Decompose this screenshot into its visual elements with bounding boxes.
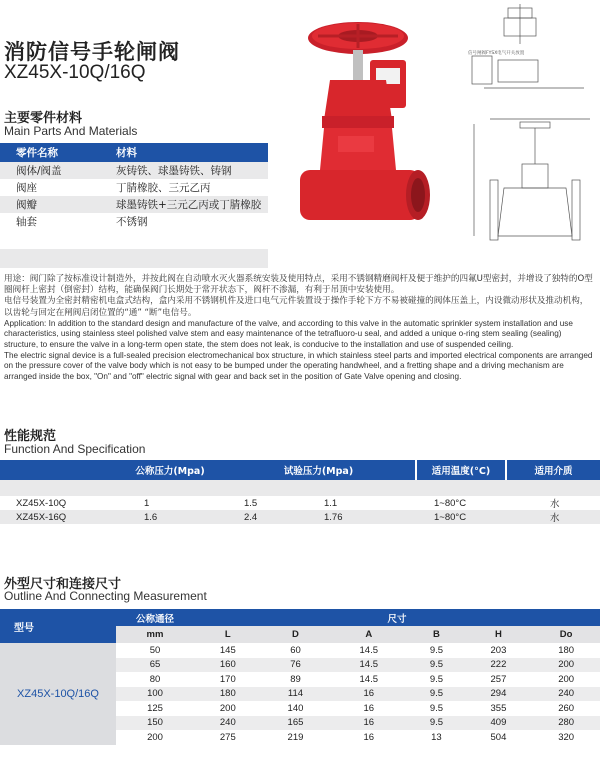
table-row-empty (0, 249, 268, 268)
model-number: XZ45X-10Q/16Q (4, 62, 146, 83)
table-row: 65 160 76 14.5 9.5 222 200 (0, 658, 600, 673)
table-row: 轴套 不锈钢 (16, 216, 148, 228)
col-material: 材料 (100, 143, 268, 162)
usage-en-1: Application: In addition to the standard design and manufacture of the valve, and according to this valve in the automatic sprinkler system installation and use characteristics, using stainless steel polished valve stem and easy maintenance of the tetrafluoro-u seal, and added a unique o-ring stem sealing (sealing) structure, to ensure the valve in a long-term open state, the stem does not leak, is conducive to the installation and use of suspended ceiling. (4, 318, 573, 349)
dimension-schematic (464, 4, 598, 244)
col-medium: 适用介质 (506, 460, 600, 480)
col-test-pressure: 试验压力(Mpa) (222, 460, 416, 480)
table-row: 200 275 219 16 13 504 320 (147, 731, 575, 743)
table-row: 80 170 89 14.5 9.5 257 200 (149, 673, 575, 685)
parts-heading-cn: 主要零件材料 (4, 111, 83, 126)
svg-text:信号闸阀FYSX电气开关放置: 信号闸阀FYSX电气开关放置 (468, 51, 525, 56)
table-row: 125 200 140 16 9.5 355 260 (147, 702, 575, 714)
parts-heading-en: Main Parts And Materials (4, 124, 138, 138)
dimensions-table: 型号 公称通径 尺寸 mm L D A B H Do XZ45X-10Q/16Q 50 145 60 14.5 9.5 203 180 65 160 76 14.5 9.5 222 200 80 170 89 14.5 9.5 257 200 100 180 114 16 9.5 294 240 125 200 140 16 9.5 355 260 150 240 165 16 9.5 409 280 200 275 219 16 13 504 320 (0, 609, 600, 745)
application-description (4, 274, 596, 382)
table-row: 100 180 114 16 9.5 294 240 (0, 687, 600, 702)
spec-heading-en: Function And Specification (4, 442, 146, 456)
usage-cn-2: 电信号装置为全密封精密机电盒式结构，盒内采用不锈钢机件及进口电气元件装置设于操作手轮下方不易被碰撞的阀体压盖上，内设微动形状及推动机构，以齿轮与回定在闸阀启闭位置的“通” “断”电信号。 (4, 296, 589, 318)
table-row-empty (0, 480, 600, 496)
table-row: XZ45X-10Q 1 1.5 1.1 1~80°C 水 (16, 497, 560, 510)
spec-heading-cn: 性能规范 (4, 429, 57, 444)
usage-en-2: The electric signal device is a full-sealed precision electromechanical box structure, in which stainless steel parts and imported electrical components are arranged on the pressure cover of the valve body which is not easy to be bumped under the operating handwheel, and a fretting shape and a driving mechanism are arranged inside the box, "On" and "off" electric signal with gear and back set in the position of Gate Valve opening and closing. (4, 350, 593, 381)
table-row: 阀座 丁腈橡胶、三元乙丙 (16, 182, 211, 194)
page-title: 消防信号手轮闸阀 (4, 40, 180, 64)
spec-table (0, 460, 600, 524)
col-temperature: 适用温度(°C) (416, 460, 506, 480)
table-row: XZ45X-10Q/16Q 50 145 60 14.5 9.5 203 180 (0, 643, 600, 658)
parts-table (0, 143, 268, 268)
col-part-name: 零件名称 (0, 143, 100, 162)
usage-cn-1: 用途：阀门除了按标准设计制造外，并按此阀在自动喷水灭火器系统安装及使用特点，采用不锈钢精磨阀杆及便于维护的四氟U型密封，并增设了独特的O型圈阀杆上密封（倒密封）结构，能确保阀门长期处于常开状态下，阀杆不渗漏，有利于吊顶中安装使用。 (4, 274, 593, 296)
dims-heading-en: Outline And Connecting Measurement (4, 589, 207, 603)
table-row: XZ45X-16Q 1.6 2.4 1.76 1~80°C 水 (0, 510, 600, 524)
dims-heading-cn: 外型尺寸和连接尺寸 (4, 577, 122, 592)
col-size: 尺寸 (194, 609, 600, 626)
table-row: 阀体/阀盖 灰铸铁、球墨铸铁、铸钢 (0, 162, 268, 179)
table-row: 150 240 165 16 9.5 409 280 (0, 716, 600, 731)
table-row-empty (0, 230, 268, 249)
col-model-blank (0, 460, 118, 480)
col-type: 型号 (0, 609, 116, 643)
col-nominal-diameter: 公称通径 (116, 609, 194, 626)
dims-model: XZ45X-10Q/16Q (0, 643, 116, 745)
col-nominal-pressure: 公称压力(Mpa) (118, 460, 222, 480)
table-row: 阀瓣 球墨铸铁+三元乙丙或丁腈橡胶 (0, 196, 268, 213)
valve-product-image (300, 20, 450, 248)
